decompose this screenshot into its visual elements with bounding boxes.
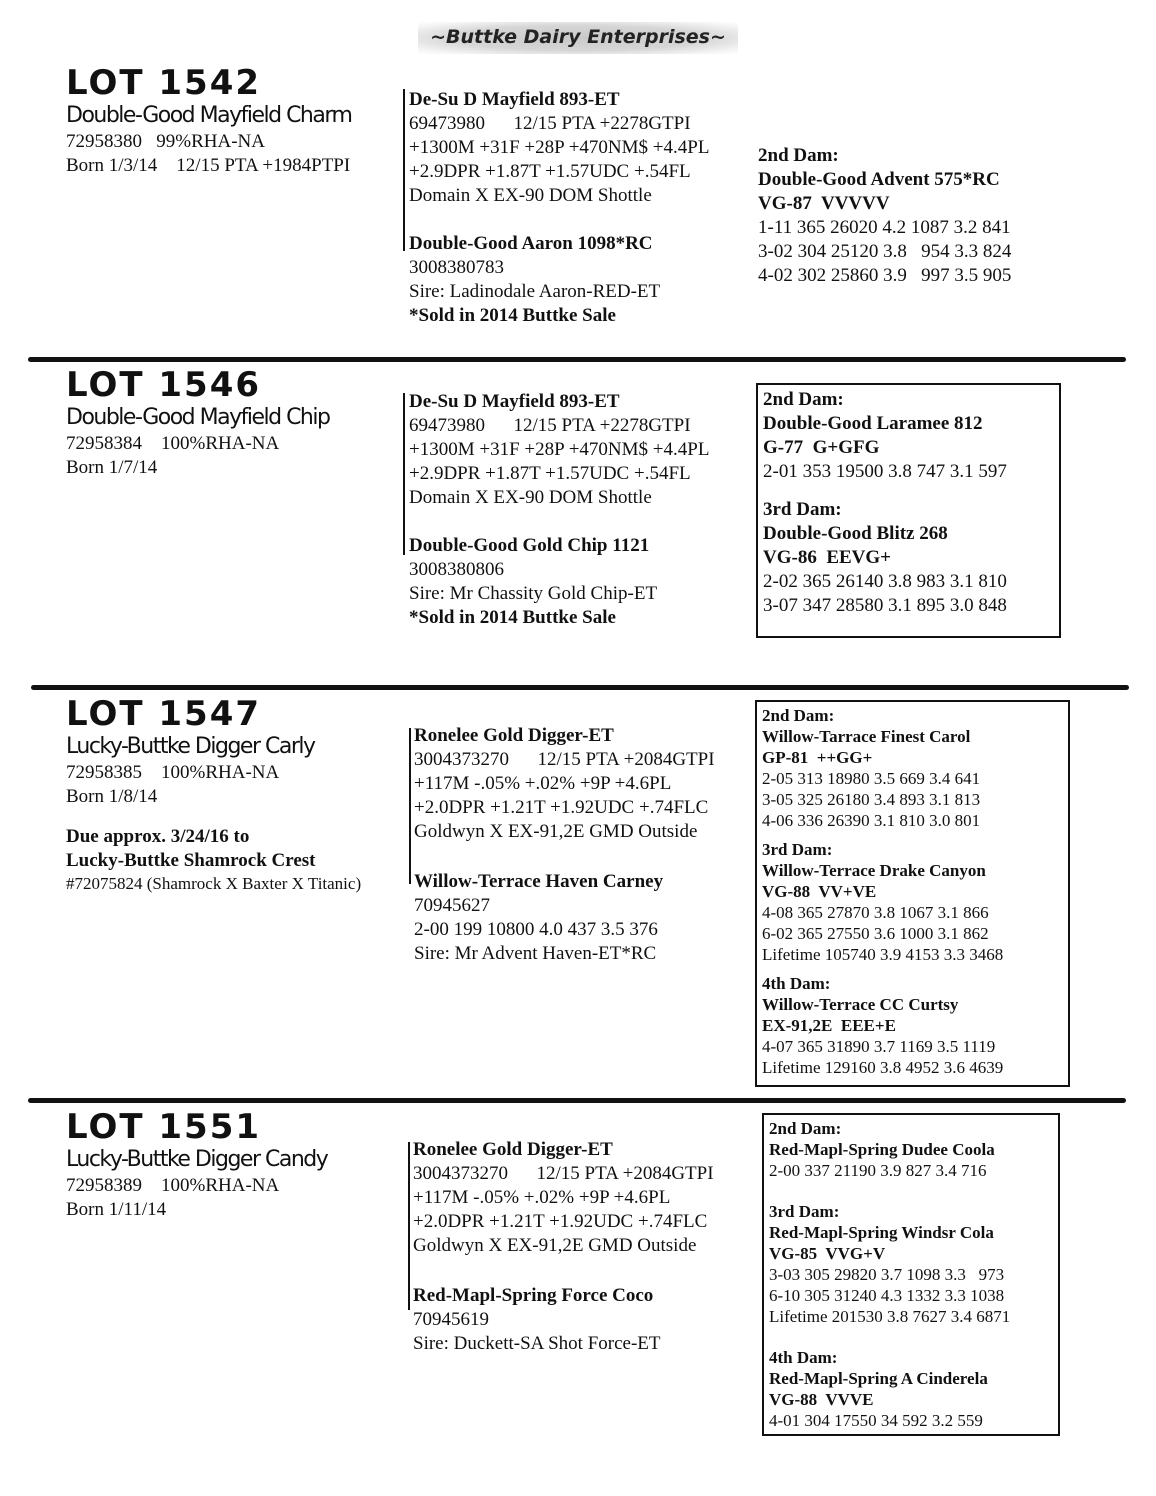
born-line: Born 1/11/14: [66, 1199, 167, 1220]
dam-line: 3008380783: [409, 257, 504, 278]
sire-name: De-Su D Mayfield 893-ET: [409, 391, 620, 412]
dam-name: Double-Good Advent 575*RC: [758, 169, 1000, 190]
sire-line: 3004373270 12/15 PTA +2084GTPI: [414, 749, 715, 770]
sire-line: +117M -.05% +.02% +9P +4.6PL: [414, 773, 672, 794]
registration-line: 72958385 100%RHA-NA: [66, 762, 280, 783]
dam-line: Sire: Duckett-SA Shot Force-ET: [413, 1333, 661, 1354]
dam-classification: G-77 G+GFG: [763, 437, 880, 458]
sire-line: +2.9DPR +1.87T +1.57UDC +.54FL: [409, 161, 691, 182]
production-record: 3-05 325 26180 3.4 893 3.1 813: [762, 790, 981, 809]
service-sire-name: Lucky-Buttke Shamrock Crest: [66, 850, 316, 871]
production-record: 3-03 305 29820 3.7 1098 3.3 973: [769, 1265, 1005, 1284]
dam-classification: GP-81 ++GG+: [762, 748, 873, 767]
maternal-pedigree-box: [756, 383, 1061, 638]
service-sire-pedigree: #72075824 (Shamrock X Baxter X Titanic): [66, 874, 362, 893]
production-record: 2-01 353 19500 3.8 747 3.1 597: [763, 461, 1007, 482]
dam-label: 3rd Dam:: [762, 840, 833, 859]
production-record: 4-06 336 26390 3.1 810 3.0 801: [762, 811, 981, 830]
dam-name: Red-Mapl-Spring Force Coco: [413, 1285, 654, 1306]
sire-line: +2.9DPR +1.87T +1.57UDC +.54FL: [409, 463, 691, 484]
animal-name: Double-Good Mayfield Chip: [66, 405, 330, 430]
production-record: 2-05 313 18980 3.5 669 3.4 641: [762, 769, 981, 788]
production-record: 6-02 365 27550 3.6 1000 3.1 862: [762, 924, 989, 943]
dam-classification: EX-91,2E EEE+E: [762, 1016, 896, 1035]
production-record: 4-07 365 31890 3.7 1169 3.5 1119: [762, 1037, 996, 1056]
dam-name: Double-Good Blitz 268: [763, 523, 948, 544]
dam-line: Sire: Mr Chassity Gold Chip-ET: [409, 583, 658, 604]
sire-line: +1300M +31F +28P +470NM$ +4.4PL: [409, 439, 710, 460]
dam-line: 70945619: [413, 1309, 489, 1330]
lot-number: LOT 1546: [66, 365, 262, 405]
production-record: Lifetime 129160 3.8 4952 3.6 4639: [762, 1058, 1004, 1077]
dam-classification: VG-88 VVVE: [769, 1390, 874, 1409]
dam-label: 3rd Dam:: [763, 499, 842, 520]
sire-line: +2.0DPR +1.21T +1.92UDC +.74FLC: [414, 797, 709, 818]
production-record: Lifetime 201530 3.8 7627 3.4 6871: [769, 1307, 1011, 1326]
dam-line: 3008380806: [409, 559, 504, 580]
animal-name: Lucky-Buttke Digger Carly: [66, 734, 315, 759]
lot-identity: [66, 365, 330, 480]
section-divider: [28, 357, 1126, 362]
production-record: 4-02 302 25860 3.9 997 3.5 905: [758, 265, 1012, 286]
lot-number: LOT 1542: [66, 63, 262, 103]
dam-label: 2nd Dam:: [758, 145, 839, 166]
sire-line: 3004373270 12/15 PTA +2084GTPI: [413, 1163, 714, 1184]
production-record: 4-08 365 27870 3.8 1067 3.1 866: [762, 903, 989, 922]
section-divider: [28, 1098, 1126, 1103]
production-record: 3-07 347 28580 3.1 895 3.0 848: [763, 595, 1007, 616]
sire-block: [409, 390, 709, 630]
sire-line: Domain X EX-90 DOM Shottle: [409, 487, 652, 508]
dam-name: Red-Mapl-Spring Dudee Coola: [769, 1140, 995, 1159]
dam-line: 2-00 199 10800 4.0 437 3.5 376: [414, 919, 658, 940]
sire-name: Ronelee Gold Digger-ET: [413, 1139, 613, 1160]
dam-name: Double-Good Aaron 1098*RC: [409, 233, 653, 254]
animal-name: Double-Good Mayfield Charm: [66, 103, 352, 128]
sire-line: Goldwyn X EX-91,2E GMD Outside: [413, 1235, 697, 1256]
lot-number: LOT 1551: [66, 1107, 262, 1147]
sale-note: *Sold in 2014 Buttke Sale: [409, 305, 616, 326]
dam-name: Double-Good Laramee 812: [763, 413, 983, 434]
registration-line: 72958384 100%RHA-NA: [66, 433, 280, 454]
sire-line: 69473980 12/15 PTA +2278GTPI: [409, 113, 691, 134]
pedigree-bracket: [408, 1142, 410, 1310]
production-record: Lifetime 105740 3.9 4153 3.3 3468: [762, 945, 1004, 964]
registration-line: 72958380 99%RHA-NA: [66, 131, 265, 152]
dam-name: Willow-Tarrace Finest Carol: [762, 727, 971, 746]
sale-banner-title: ~Buttke Dairy Enterprises~: [418, 22, 738, 54]
sale-note: *Sold in 2014 Buttke Sale: [409, 607, 616, 628]
dam-classification: VG-86 EEVG+: [763, 547, 891, 568]
sire-line: +1300M +31F +28P +470NM$ +4.4PL: [409, 137, 710, 158]
born-line: Born 1/8/14: [66, 786, 158, 807]
due-date-line: Due approx. 3/24/16 to: [66, 826, 250, 847]
sire-block: [414, 724, 715, 966]
born-line: Born 1/3/14 12/15 PTA +1984PTPI: [66, 155, 351, 176]
sire-name: De-Su D Mayfield 893-ET: [409, 89, 620, 110]
dam-label: 4th Dam:: [769, 1348, 838, 1367]
dam-label: 2nd Dam:: [763, 389, 844, 410]
lot-identity: [66, 694, 362, 894]
pedigree-bracket: [403, 89, 405, 251]
production-record: 2-02 365 26140 3.8 983 3.1 810: [763, 571, 1007, 592]
pedigree-bracket: [403, 393, 405, 555]
dam-label: 3rd Dam:: [769, 1202, 840, 1221]
pedigree-bracket: [409, 728, 411, 884]
production-record: 2-00 337 21190 3.9 827 3.4 716: [769, 1161, 987, 1180]
maternal-pedigree-box: [755, 700, 1070, 1087]
dam-name: Double-Good Gold Chip 1121: [409, 535, 650, 556]
maternal-pedigree-box: [762, 1113, 1060, 1436]
dam-name: Red-Mapl-Spring Windsr Cola: [769, 1223, 994, 1242]
dam-classification: VG-87 VVVVV: [758, 193, 890, 214]
dam-name: Willow-Terrace Drake Canyon: [762, 861, 986, 880]
registration-line: 72958389 100%RHA-NA: [66, 1175, 280, 1196]
dam-name: Willow-Terrace Haven Carney: [414, 871, 664, 892]
section-divider: [31, 685, 1129, 690]
dam-label: 2nd Dam:: [769, 1119, 842, 1138]
sire-block: [409, 88, 709, 328]
lot-identity: [66, 1107, 328, 1222]
sire-block: [413, 1138, 714, 1356]
sire-line: +117M -.05% +.02% +9P +4.6PL: [413, 1187, 671, 1208]
dam-line: Sire: Mr Advent Haven-ET*RC: [414, 943, 657, 964]
dam-label: 2nd Dam:: [762, 706, 835, 725]
dam-label: 4th Dam:: [762, 974, 831, 993]
sire-name: Ronelee Gold Digger-ET: [414, 725, 614, 746]
production-record: 6-10 305 31240 4.3 1332 3.3 1038: [769, 1286, 1005, 1305]
dam-classification: VG-85 VVG+V: [769, 1244, 886, 1263]
production-record: 1-11 365 26020 4.2 1087 3.2 841: [758, 217, 1011, 238]
maternal-line: [758, 144, 1011, 288]
dam-name: Willow-Terrace CC Curtsy: [762, 995, 959, 1014]
sire-line: Domain X EX-90 DOM Shottle: [409, 185, 652, 206]
sire-line: 69473980 12/15 PTA +2278GTPI: [409, 415, 691, 436]
dam-line: Sire: Ladinodale Aaron-RED-ET: [409, 281, 661, 302]
lot-number: LOT 1547: [66, 694, 262, 734]
production-record: 4-01 304 17550 34 592 3.2 559: [769, 1411, 983, 1430]
dam-classification: VG-88 VV+VE: [762, 882, 877, 901]
dam-name: Red-Mapl-Spring A Cinderela: [769, 1369, 988, 1388]
production-record: 3-02 304 25120 3.8 954 3.3 824: [758, 241, 1012, 262]
born-line: Born 1/7/14: [66, 457, 158, 478]
lot-identity: [66, 63, 352, 178]
sire-line: Goldwyn X EX-91,2E GMD Outside: [414, 821, 698, 842]
sire-line: +2.0DPR +1.21T +1.92UDC +.74FLC: [413, 1211, 708, 1232]
dam-line: 70945627: [414, 895, 490, 916]
animal-name: Lucky-Buttke Digger Candy: [66, 1147, 328, 1172]
